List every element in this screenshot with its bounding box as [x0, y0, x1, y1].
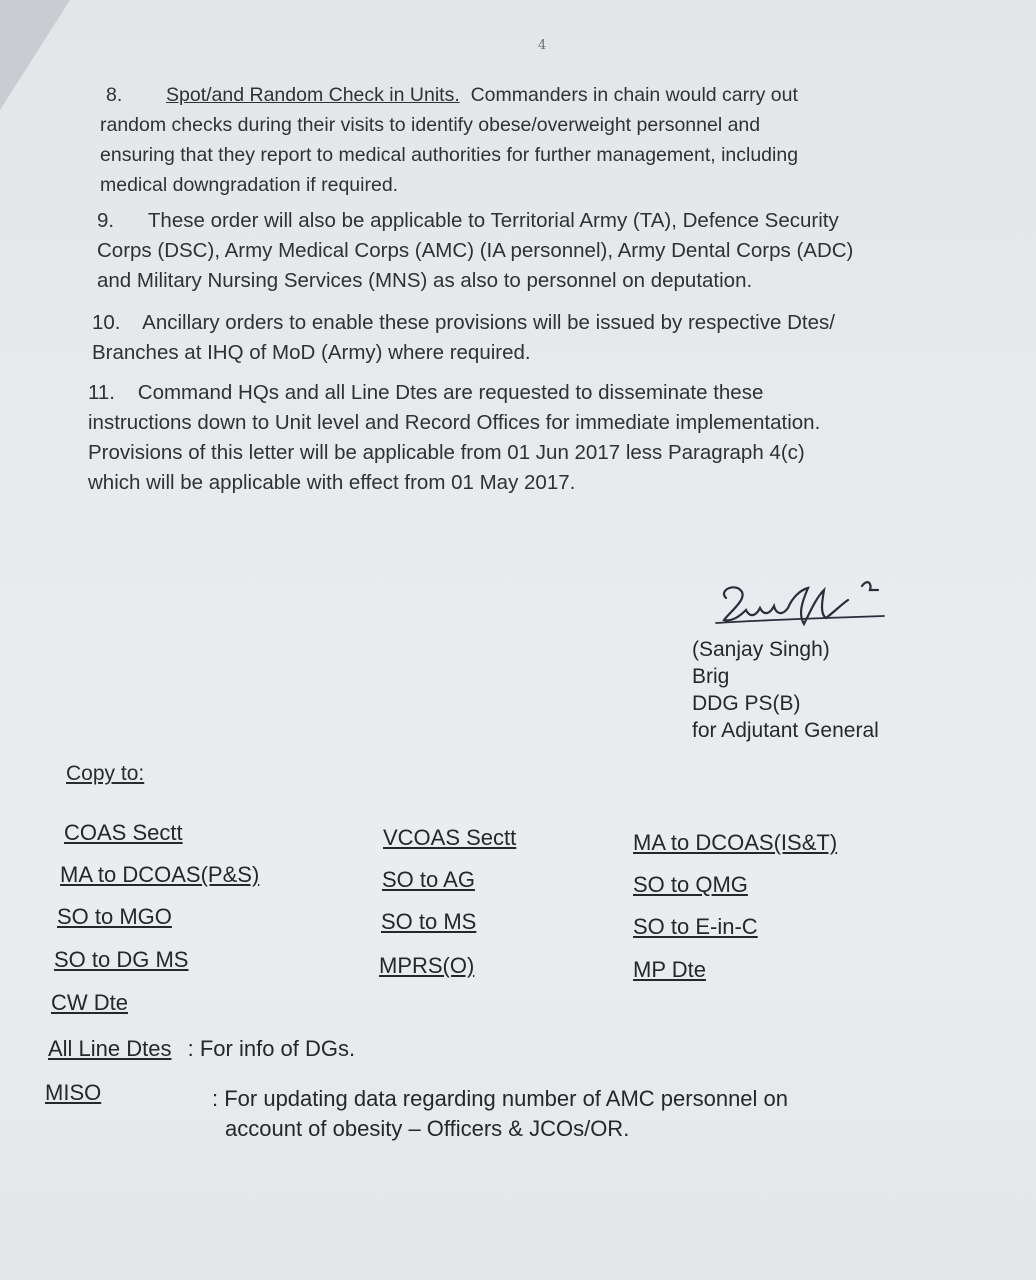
copy-to-col1-item: CW Dte	[51, 990, 128, 1015]
paragraph-10	[92, 308, 835, 368]
distribution-note: : For info of DGs.	[187, 1036, 356, 1061]
paragraph-9-line-1: 9. These order will also be applicable to Territorial Army (TA), Defence Security	[97, 209, 839, 232]
handwritten-signature	[712, 568, 897, 643]
distribution-miso-label	[45, 1080, 101, 1106]
copy-to-col2-item: SO to MS	[381, 909, 477, 934]
paragraph-8	[100, 80, 990, 200]
signatory-for: for Adjutant General	[692, 719, 879, 742]
paragraph-9-line-3: and Military Nursing Services (MNS) as also to personnel on deputation.	[97, 269, 753, 292]
paragraph-8-text-1: Commanders in chain would carry out	[470, 84, 798, 106]
paragraph-11-line-3: Provisions of this letter will be applicable from 01 Jun 2017 less Paragraph 4(c)	[88, 441, 805, 464]
signatory-appointment: DDG PS(B)	[692, 692, 801, 715]
copy-to-col3-item: MA to DCOAS(IS&T)	[633, 830, 838, 855]
copy-to-col2-item: MPRS(O)	[379, 953, 475, 978]
copy-to-col1-item: SO to MGO	[57, 904, 172, 929]
signatory-block	[692, 636, 879, 744]
copy-to-col2-item: SO to AG	[382, 867, 475, 892]
folded-page-corner	[0, 0, 70, 110]
distribution-note-line-2: account of obesity – Officers & JCOs/OR.	[225, 1116, 630, 1141]
paragraph-10-line-1: 10. Ancillary orders to enable these provisions will be issued by respective Dtes/	[92, 311, 835, 334]
paragraph-10-line-2: Branches at IHQ of MoD (Army) where required.	[92, 341, 531, 364]
paragraph-11-line-2: instructions down to Unit level and Record Offices for immediate implementation.	[88, 411, 821, 434]
copy-to-col1-item: MA to DCOAS(P&S)	[60, 862, 260, 887]
paragraph-11-line-1: 11. Command HQs and all Line Dtes are requested to disseminate these	[88, 381, 764, 404]
paragraph-11	[88, 378, 820, 498]
distribution-miso-note	[212, 1084, 788, 1144]
copy-to-col3-item: SO to QMG	[633, 872, 748, 897]
paragraph-8-text-3: ensuring that they report to medical authorities for further management, including	[100, 144, 799, 166]
signatory-rank: Brig	[692, 665, 730, 688]
paragraph-8-text-2: random checks during their visits to identify obese/overweight personnel and	[100, 114, 761, 136]
copy-to-col2-item: VCOAS Sectt	[383, 825, 517, 850]
paragraph-8-heading: Spot/and Random Check in Units.	[166, 84, 460, 106]
paragraph-9	[97, 206, 853, 296]
distribution-all-line-dtes	[48, 1036, 355, 1062]
page-number: 4	[538, 38, 547, 53]
signatory-name: (Sanjay Singh)	[692, 638, 830, 661]
paragraph-9-line-2: Corps (DSC), Army Medical Corps (AMC) (IA personnel), Army Dental Corps (ADC)	[97, 239, 854, 262]
paragraph-8-number: 8.	[106, 84, 123, 106]
copy-to-col3-item: SO to E-in-C	[633, 914, 758, 939]
copy-to-col1-item: COAS Sectt	[64, 820, 183, 845]
copy-to-col3-item: MP Dte	[633, 957, 706, 982]
distribution-label: MISO	[45, 1080, 102, 1105]
copy-to-heading: Copy to:	[66, 762, 145, 785]
paragraph-11-line-4: which will be applicable with effect from 01 May 2017.	[88, 471, 576, 494]
paragraph-8-text-4: medical downgradation if required.	[100, 174, 399, 196]
copy-to-col1-item: SO to DG MS	[54, 947, 189, 972]
distribution-note-line-1: : For updating data regarding number of AMC personnel on	[212, 1086, 789, 1111]
distribution-label: All Line Dtes	[48, 1036, 172, 1061]
